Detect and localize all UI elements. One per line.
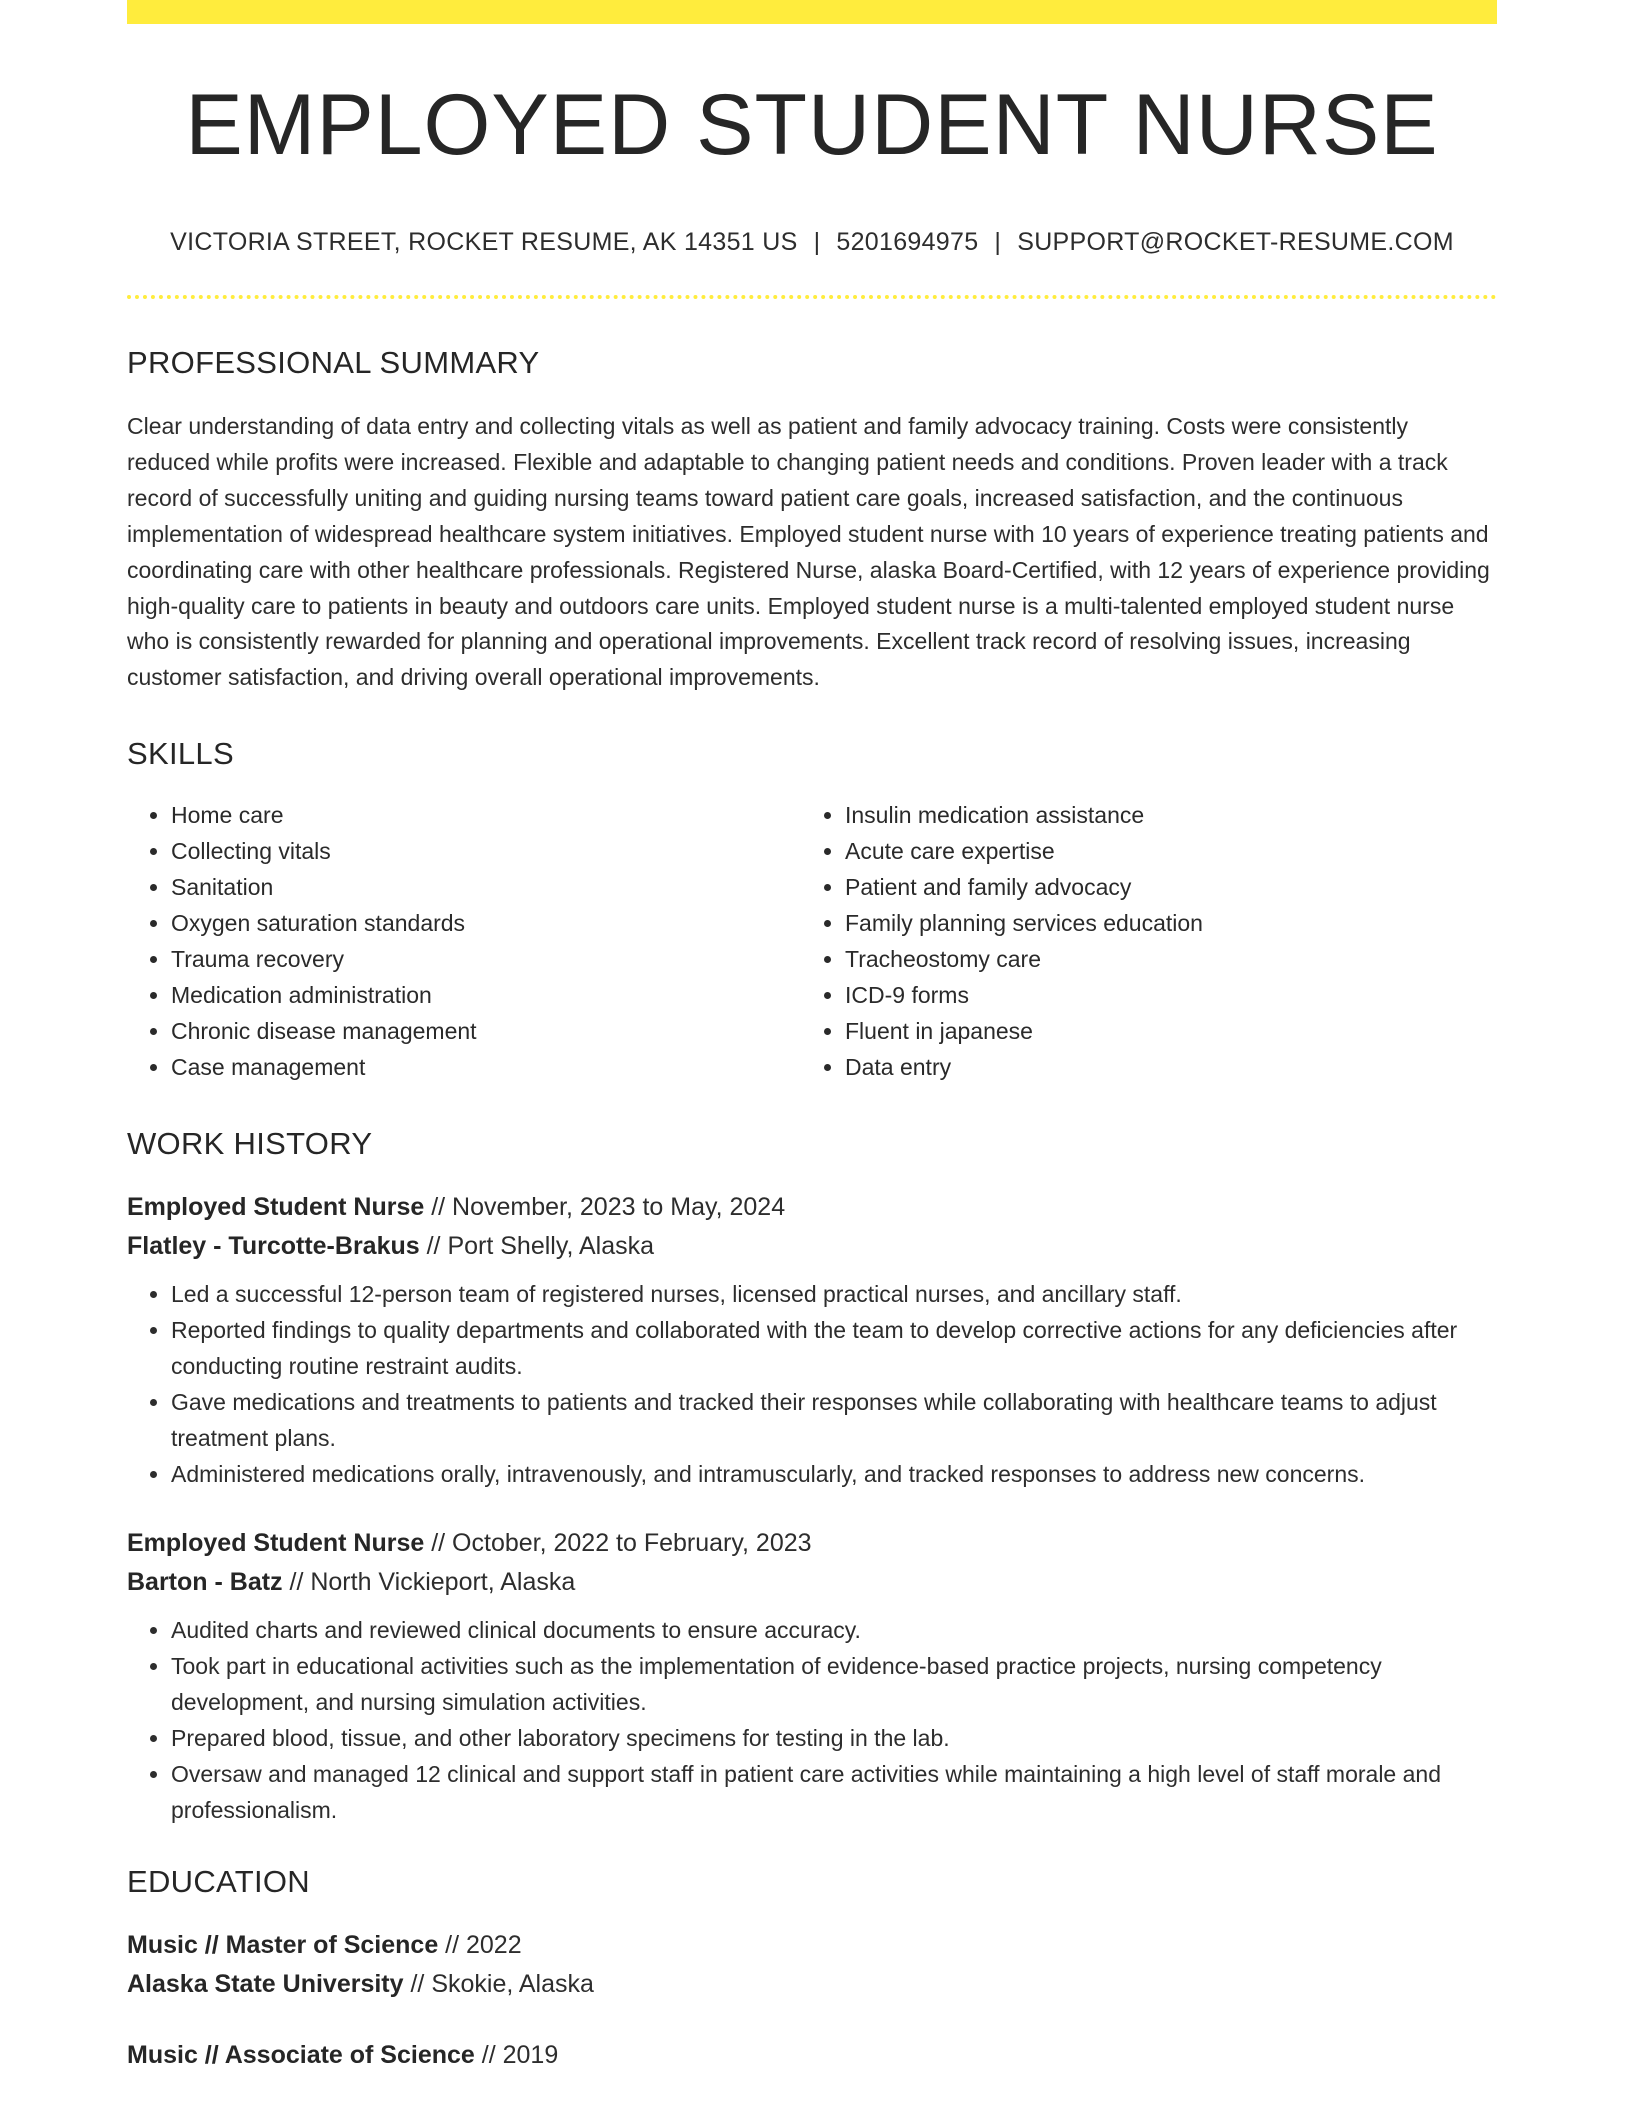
education-location: // Skokie, Alaska [403,1969,594,1998]
skill-item: • Medication administration [171,978,801,1014]
education-entry [127,2036,1497,2075]
job-dates: // November, 2023 to May, 2024 [424,1192,786,1221]
job-bullet: • Prepared blood, tissue, and other laboratory specimens for testing in the lab. [171,1720,1497,1756]
job-bullet: • Audited charts and reviewed clinical documents to ensure accuracy. [171,1612,1497,1648]
skills-left-column [127,798,801,1085]
contact-line [127,228,1497,257]
education-degree-line [127,2036,1497,2075]
contact-address: VICTORIA STREET, ROCKET RESUME, AK 14351 US [170,228,798,256]
education-school-line [127,1965,1497,2004]
skill-item: • Tracheostomy care [845,942,1475,978]
skill-item: • Fluent in japanese [845,1014,1475,1050]
job-company-line [127,1563,1497,1602]
skill-item: • Home care [171,798,801,834]
summary-text: Clear understanding of data entry and collecting vitals as well as patient and family advocacy training. Costs were consistently reduced while profits were increased. Flexible and adaptable to changing patient needs and conditions. Proven leader with a track record of successfully uniting and guiding nursing teams toward patient care goals, increased satisfaction, and the continuous implementation of widespread healthcare system initiatives. Employed student nurse with 10 years of experience treating patients and coordinating care with other healthcare professionals. Registered Nurse, alaska Board-Certified, with 12 years of experience providing high-quality care to patients in beauty and outdoors care units. Employed student nurse is a multi-talented employed student nurse who is consistently rewarded for planning and operational improvements. Excellent track record of resolving issues, increasing customer satisfaction, and driving overall operational improvements. [127,413,1490,691]
job-title-line [127,1188,1497,1227]
education-year: // 2019 [474,2040,559,2069]
job-company-line [127,1227,1497,1266]
skills-right-column [801,798,1475,1085]
job-location: // North Vickieport, Alaska [282,1567,576,1596]
skill-item: • Trauma recovery [171,942,801,978]
skill-item: • Collecting vitals [171,834,801,870]
job-role: Employed Student Nurse [127,1192,425,1221]
education-heading: EDUCATION [127,1863,310,1899]
contact-phone: 5201694975 [836,228,979,256]
skill-item: • Family planning services education [845,906,1475,942]
work-history-heading: WORK HISTORY [127,1125,373,1161]
skill-item: • Chronic disease management [171,1014,801,1050]
dotted-divider [127,295,1497,299]
job-bullet: • Took part in educational activities such as the implementation of evidence-based practice projects, nursing competency development, and nursing simulation activities. [171,1648,1497,1720]
job-entry [127,1188,1497,1492]
skill-item: • Acute care expertise [845,834,1475,870]
job-role: Employed Student Nurse [127,1528,425,1557]
resume-page [127,77,1497,2075]
education-degree-line [127,1926,1497,1965]
job-bullet: • Oversaw and managed 12 clinical and support staff in patient care activities while maintaining a high level of staff morale and professionalism. [171,1756,1497,1828]
accent-top-bar [127,0,1497,24]
job-bullets [127,1276,1497,1492]
contact-separator: | [994,228,1002,256]
skills-list [127,798,1497,1085]
skill-item: • Sanitation [171,870,801,906]
job-bullet: • Gave medications and treatments to patients and tracked their responses while collaborating with healthcare teams to adjust treatment plans. [171,1384,1497,1456]
education-school: Alaska State University [127,1969,404,1998]
resume-name: EMPLOYED STUDENT NURSE [185,77,1439,173]
education-degree: Music // Master of Science [127,1930,439,1959]
job-bullet: • Reported findings to quality departments and collaborated with the team to develop corrective actions for any deficiencies after conducting routine restraint audits. [171,1312,1497,1384]
education-year: // 2022 [438,1930,522,1959]
contact-email: SUPPORT@ROCKET-RESUME.COM [1017,228,1454,256]
contact-separator: | [813,228,821,256]
education-degree: Music // Associate of Science [127,2040,475,2069]
skill-item: • Patient and family advocacy [845,870,1475,906]
skill-item: • Case management [171,1050,801,1086]
job-company: Flatley - Turcotte-Brakus [127,1231,420,1260]
skill-item: • Data entry [845,1050,1475,1086]
skill-item: • Insulin medication assistance [845,798,1475,834]
job-dates: // October, 2022 to February, 2023 [424,1528,812,1557]
skill-item: • Oxygen saturation standards [171,906,801,942]
job-bullet: • Led a successful 12-person team of registered nurses, licensed practical nurses, and ancillary staff. [171,1276,1497,1312]
job-bullet: • Administered medications orally, intravenously, and intramuscularly, and tracked responses to address new concerns. [171,1456,1497,1492]
job-bullets [127,1612,1497,1828]
job-location: // Port Shelly, Alaska [419,1231,655,1260]
job-entry [127,1524,1497,1828]
skill-item: • ICD-9 forms [845,978,1475,1014]
skills-heading: SKILLS [127,736,234,772]
job-company: Barton - Batz [127,1567,283,1596]
summary-heading: PROFESSIONAL SUMMARY [127,345,540,380]
job-title-line [127,1524,1497,1563]
education-entry [127,1926,1497,2004]
